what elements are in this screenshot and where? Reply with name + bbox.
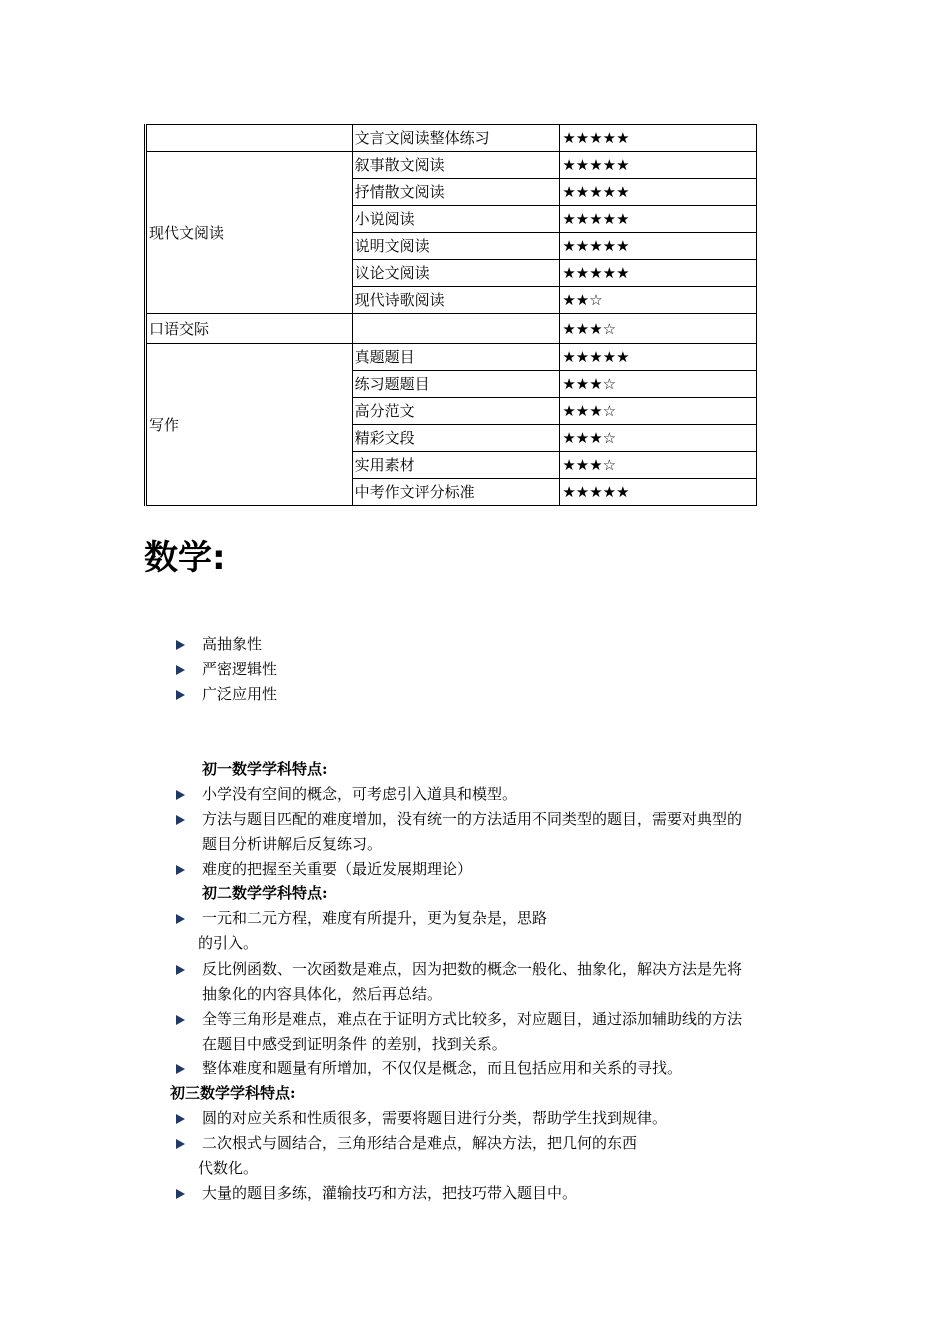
triangle-bullet-icon <box>176 640 185 650</box>
rating-stars: ★★★★★ <box>560 233 757 260</box>
list-item: 全等三角形是难点，难点在于证明方式比较多，对应题目，通过添加辅助线的方法 在题目中感受到证明条件 的差别，找到关系。 <box>176 1007 806 1057</box>
rating-stars: ★★★★★ <box>560 344 757 371</box>
table-row <box>146 314 757 344</box>
triangle-bullet-icon <box>176 790 185 800</box>
item-cell: 真题题目 <box>352 344 560 371</box>
item-cell: 中考作文评分标准 <box>352 479 560 506</box>
item-cell: 实用素材 <box>352 452 560 479</box>
triangle-bullet-icon <box>176 1064 185 1074</box>
list-item: 方法与题目匹配的难度增加，没有统一的方法适用不同类型的题目，需要对典型的 题目分析讲解后反复练习。 <box>176 807 806 857</box>
subject-rating-table-container <box>144 124 757 506</box>
rating-stars: ★★★☆ <box>560 452 757 479</box>
item-cell: 抒情散文阅读 <box>352 179 560 206</box>
rating-stars: ★★★☆ <box>560 425 757 452</box>
item-cell: 练习题题目 <box>352 371 560 398</box>
list-item: 难度的把握至关重要（最近发展期理论） <box>176 857 806 882</box>
triangle-bullet-icon <box>176 1189 185 1199</box>
grade1-title: 初一数学学科特点: <box>202 760 328 778</box>
rating-stars: ★★★★★ <box>560 125 757 152</box>
category-cell: 写作 <box>146 344 353 506</box>
rating-stars: ★★★☆ <box>560 398 757 425</box>
grade2-title: 初二数学学科特点: <box>202 884 328 902</box>
triangle-bullet-icon <box>176 965 185 975</box>
triangle-bullet-icon <box>176 914 185 924</box>
triangle-bullet-icon <box>176 865 185 875</box>
category-cell: 现代文阅读 <box>146 152 353 314</box>
rating-stars: ★★☆ <box>560 287 757 314</box>
category-cell: 口语交际 <box>146 314 353 344</box>
category-cell <box>146 125 353 152</box>
list-item: 圆的对应关系和性质很多，需要将题目进行分类，帮助学生找到规律。 <box>176 1106 806 1131</box>
rating-stars: ★★★☆ <box>560 314 757 344</box>
triangle-bullet-icon <box>176 1015 185 1025</box>
rating-stars: ★★★★★ <box>560 152 757 179</box>
rating-stars: ★★★★★ <box>560 479 757 506</box>
grade3-title: 初三数学学科特点: <box>170 1084 296 1102</box>
table-row <box>146 125 757 152</box>
item-cell: 议论文阅读 <box>352 260 560 287</box>
table-row <box>146 152 757 179</box>
triangle-bullet-icon <box>176 1139 185 1149</box>
item-cell: 文言文阅读整体练习 <box>352 125 560 152</box>
triangle-bullet-icon <box>176 665 185 675</box>
item-cell: 说明文阅读 <box>352 233 560 260</box>
list-item: 一元和二元方程，难度有所提升，更为复杂是，思路 的引入。 <box>176 906 806 956</box>
math-heading: 数学: <box>144 538 226 578</box>
item-cell: 精彩文段 <box>352 425 560 452</box>
triangle-bullet-icon <box>176 1114 185 1124</box>
rating-stars: ★★★☆ <box>560 371 757 398</box>
item-cell: 小说阅读 <box>352 206 560 233</box>
triangle-bullet-icon <box>176 815 185 825</box>
list-item: 反比例函数、一次函数是难点，因为把数的概念一般化、抽象化，解决方法是先将 抽象化的内容具体化，然后再总结。 <box>176 957 806 1007</box>
item-cell <box>352 314 560 344</box>
item-cell: 现代诗歌阅读 <box>352 287 560 314</box>
table-row <box>146 344 757 371</box>
item-cell: 高分范文 <box>352 398 560 425</box>
rating-stars: ★★★★★ <box>560 260 757 287</box>
list-item: 高抽象性 <box>176 632 277 657</box>
list-item: 小学没有空间的概念，可考虑引入道具和模型。 <box>176 782 806 807</box>
triangle-bullet-icon <box>176 690 185 700</box>
rating-stars: ★★★★★ <box>560 206 757 233</box>
list-item: 严密逻辑性 <box>176 657 277 682</box>
rating-stars: ★★★★★ <box>560 179 757 206</box>
item-cell: 叙事散文阅读 <box>352 152 560 179</box>
list-item: 广泛应用性 <box>176 682 277 707</box>
math-traits-list <box>176 632 277 707</box>
list-item: 整体难度和题量有所增加，不仅仅是概念，而且包括应用和关系的寻找。 <box>176 1056 806 1081</box>
subject-rating-table <box>144 124 757 506</box>
list-item: 二次根式与圆结合，三角形结合是难点，解决方法，把几何的东西 代数化。 <box>176 1131 806 1181</box>
list-item: 大量的题目多练，灌输技巧和方法，把技巧带入题目中。 <box>176 1181 806 1206</box>
